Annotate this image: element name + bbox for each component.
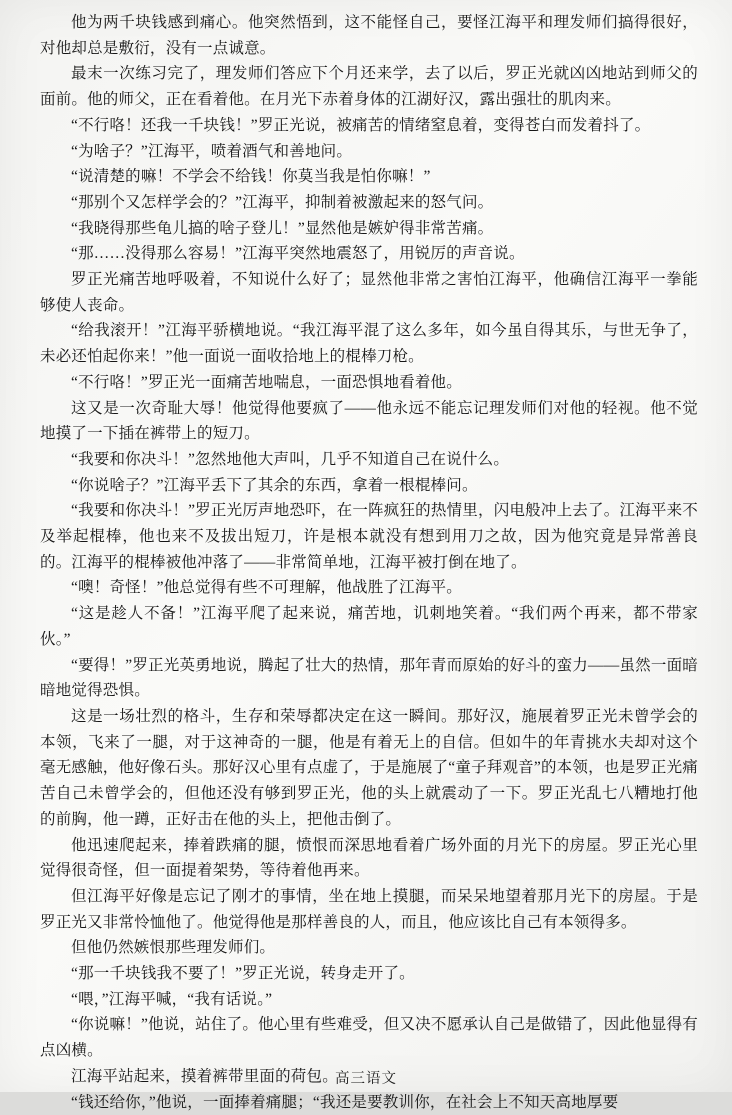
paragraph: “你说啥子？”江海平丢下了其余的东西，拿着一根棍棒问。 bbox=[71, 476, 478, 494]
paragraph: “你说嘛！”他说，站住了。他心里有些难受，但又决不愿承认自己是做错了，因此他显得有点凶横。 bbox=[40, 1016, 698, 1060]
paragraph: “噢！奇怪！”他总觉得有些不可理解，他战胜了江海平。 bbox=[71, 579, 462, 597]
paragraph: 这又是一次奇耻大辱！他觉得他要疯了——他永远不能忘记理发师们对他的轻视。他不觉地摸了一下插在裤带上的短刀。 bbox=[40, 399, 698, 443]
paragraph: 江海平站起来，摸着裤带里面的荷包。 bbox=[71, 1067, 338, 1085]
paragraph: “喂，”江海平喊，“我有话说。” bbox=[71, 990, 273, 1008]
paragraph: “我要和你决斗！”罗正光厉声地恐吓，在一阵疯狂的热情里，闪电般冲上去了。江海平来不及举起棍棒，他也来不及拔出短刀，许是根本就没有想到用刀之故，因为他究竟是异常善良的。江海平的棍棒被他冲落了——非常简单地，江海平被打倒在地了。 bbox=[40, 502, 698, 571]
paragraph: 罗正光痛苦地呼吸着，不知说什么好了；显然他非常之害怕江海平，他确信江海平一拳能够使人丧命。 bbox=[40, 271, 698, 314]
page-footer: 高三语文 bbox=[335, 1071, 397, 1087]
paragraph: “说清楚的嘛！不学会不给钱！你莫当我是怕你嘛！” bbox=[71, 168, 431, 186]
paragraph: 他为两千块钱感到痛心。他突然悟到，这不能怪自己，要怪江海平和理发师们搞得很好，对他却总是敷衍，没有一点诚意。 bbox=[40, 14, 698, 57]
paragraph: “那一千块钱我不要了！”罗正光说，转身走开了。 bbox=[71, 965, 415, 983]
paragraph: “我要和你决斗！”忽然地他大声叫，几乎不知道自己在说什么。 bbox=[71, 450, 510, 468]
paragraph: “那别个又怎样学会的？”江海平，抑制着被激起来的怒气问。 bbox=[71, 193, 494, 211]
paragraph: “这是趁人不备！”江海平爬了起来说，痛苦地，讥刺地笑着。“我们两个再来，都不带家伙。” bbox=[40, 605, 698, 648]
paragraph: 但江海平好像是忘记了刚才的事情，坐在地上摸腿，而呆呆地望着那月光下的房屋。于是罗正光又非常怜恤他了。他觉得他是那样善良的人，而且，他应该比自己有本领得多。 bbox=[40, 887, 698, 931]
paragraph: “不行咯！还我一千块钱！”罗正光说，被痛苦的情绪窒息着，变得苍白而发着抖了。 bbox=[71, 116, 651, 134]
paragraph: “不行咯！”罗正光一面痛苦地喘息，一面恐惧地看着他。 bbox=[71, 373, 462, 391]
paragraph: “钱还给你，”他说，一面捧着痛腿；“我还是要教训你，在社会上不知天高地厚要 bbox=[71, 1093, 619, 1111]
document-body bbox=[40, 10, 698, 1115]
paragraph: “我晓得那些龟儿搞的啥子登儿！”显然他是嫉妒得非常苦痛。 bbox=[71, 219, 494, 237]
paragraph: 这是一场壮烈的格斗，生存和荣辱都决定在这一瞬间。那好汉，施展着罗正光未曾学会的本领，飞来了一腿，对于这神奇的一腿，他是有着无上的自信。但如牛的年青挑水夫却对这个毫无感触，他好像石头。那好汉心里有点虚了，于是施展了“童子拜观音”的本领，也是罗正光痛苦自己未曾学会的，但他还没有够到罗正光，他的头上就震动了一下。罗正光乱七八糟地打他的前胸，他一蹲，正好击在他的头上，把他击倒了。 bbox=[40, 707, 698, 828]
paragraph: 他迅速爬起来，捧着跌痛的腿，愤恨而深思地看着广场外面的月光下的房屋。罗正光心里觉得很奇怪，但一面提着架势，等待着他再来。 bbox=[40, 836, 698, 880]
paragraph: “给我滚开！”江海平骄横地说。“我江海平混了这么多年，如今虽自得其乐，与世无争了，未必还怕起你来！”他一面说一面收拾地上的棍棒刀枪。 bbox=[40, 322, 698, 366]
paragraph: 最末一次练习完了，理发师们答应下个月还来学，去了以后，罗正光就凶凶地站到师父的面前。他的师父，正在看着他。在月光下赤着身体的江湖好汉，露出强壮的肌肉来。 bbox=[40, 65, 698, 109]
paragraph: “要得！”罗正光英勇地说，腾起了壮大的热情，那年青而原始的好斗的蛮力——虽然一面暗暗地觉得恐惧。 bbox=[40, 656, 698, 700]
paragraph: “为啥子？”江海平，喷着酒气和善地问。 bbox=[71, 142, 353, 160]
paragraph: “那……没得那么容易！”江海平突然地震怒了，用锐厉的声音说。 bbox=[71, 245, 525, 263]
paragraph: 但他仍然嫉恨那些理发师们。 bbox=[71, 939, 276, 957]
